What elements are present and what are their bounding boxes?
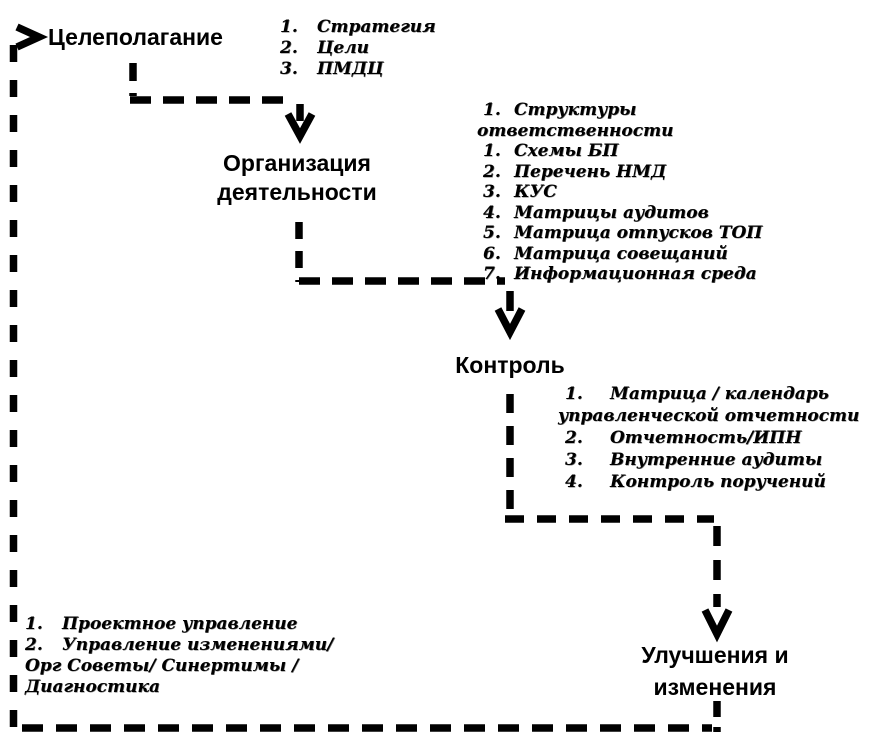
list-item-number: 6. (483, 243, 501, 264)
list-item (477, 141, 762, 162)
list-item (477, 244, 762, 265)
list-item-text: ПМДЦ (317, 59, 384, 79)
goal-setting-list (280, 17, 436, 80)
list-item-number: 1. (565, 384, 583, 404)
arrow-down-icon (498, 309, 522, 332)
list-item-text: Цели (317, 38, 370, 58)
list-item-text: Отчетность/ИПН (610, 428, 802, 448)
node-control: Контроль (455, 352, 565, 378)
list-item-text: Управление изменениями/ (62, 635, 334, 655)
list-item-text: Матрица отпусков ТОП (514, 223, 763, 243)
list-item-number: 2. (25, 635, 43, 655)
list-item-number: 4. (483, 202, 501, 223)
node-organization-line1: Организация (223, 150, 371, 176)
list-item-number: 3. (565, 450, 583, 470)
list-item-number: 2. (280, 38, 298, 58)
list-item-number: 5. (483, 223, 501, 243)
list-item (25, 635, 333, 656)
list-item-text: Контроль поручений (610, 472, 826, 492)
list-item (477, 100, 762, 121)
list-item-number: 2. (483, 161, 501, 182)
list-item-text: Матрица совещаний (514, 243, 728, 264)
list-item-number: 1. (25, 614, 43, 634)
list-item-text: Проектное управление (62, 614, 298, 634)
cycle-arrow-right-icon (17, 27, 39, 47)
list-item-number: 7. (483, 264, 501, 284)
node-improvements (615, 639, 815, 703)
list-item (558, 471, 859, 493)
list-item-text: Матрица / календарь (610, 384, 829, 404)
list-item-number: 4. (565, 472, 583, 492)
list-item-text: ответственности (477, 120, 674, 141)
list-item-text: Перечень НМД (514, 161, 667, 182)
list-item-text: управленческой отчетности (558, 406, 860, 426)
list-item-text: Орг Советы/ Синертимы / (25, 656, 299, 676)
list-item (25, 614, 333, 635)
control-list (558, 383, 859, 493)
list-item (558, 427, 859, 449)
list-item (558, 405, 859, 427)
list-item-text: Стратегия (317, 17, 436, 37)
list-item-text: Структуры (514, 100, 637, 120)
list-item (558, 383, 859, 405)
list-item (477, 223, 762, 244)
list-item-number: 2. (565, 428, 583, 448)
list-item-number: 1. (483, 141, 501, 161)
list-item (280, 59, 436, 80)
list-item-text: Матрицы аудитов (514, 202, 709, 223)
list-item (477, 203, 762, 224)
arrow-down-icon (705, 610, 729, 634)
list-item (558, 449, 859, 471)
list-item-number: 3. (483, 182, 501, 202)
node-improvements-line1: Улучшения и (641, 642, 789, 668)
improvements-list (25, 614, 333, 698)
list-item (477, 162, 762, 183)
list-item (477, 264, 762, 285)
list-item (25, 677, 333, 698)
node-improvements-line2: изменения (653, 674, 777, 700)
node-goal-setting: Целеполагание (48, 24, 223, 50)
list-item-number: 1. (483, 100, 501, 120)
list-item-text: Информационная среда (514, 264, 757, 284)
list-item (477, 121, 762, 142)
list-item (280, 38, 436, 59)
list-item (477, 182, 762, 203)
organization-list (477, 100, 762, 285)
node-organization (197, 149, 397, 207)
list-item-text: Схемы БП (514, 141, 619, 161)
list-item (25, 656, 333, 677)
list-item-text: Диагностика (25, 677, 161, 697)
list-item-text: Внутренние аудиты (610, 450, 823, 470)
list-item-number: 1. (280, 17, 298, 37)
list-item-number: 3. (280, 59, 298, 79)
list-item-text: КУС (514, 182, 557, 202)
node-organization-line2: деятельности (217, 179, 377, 205)
list-item (280, 17, 436, 38)
